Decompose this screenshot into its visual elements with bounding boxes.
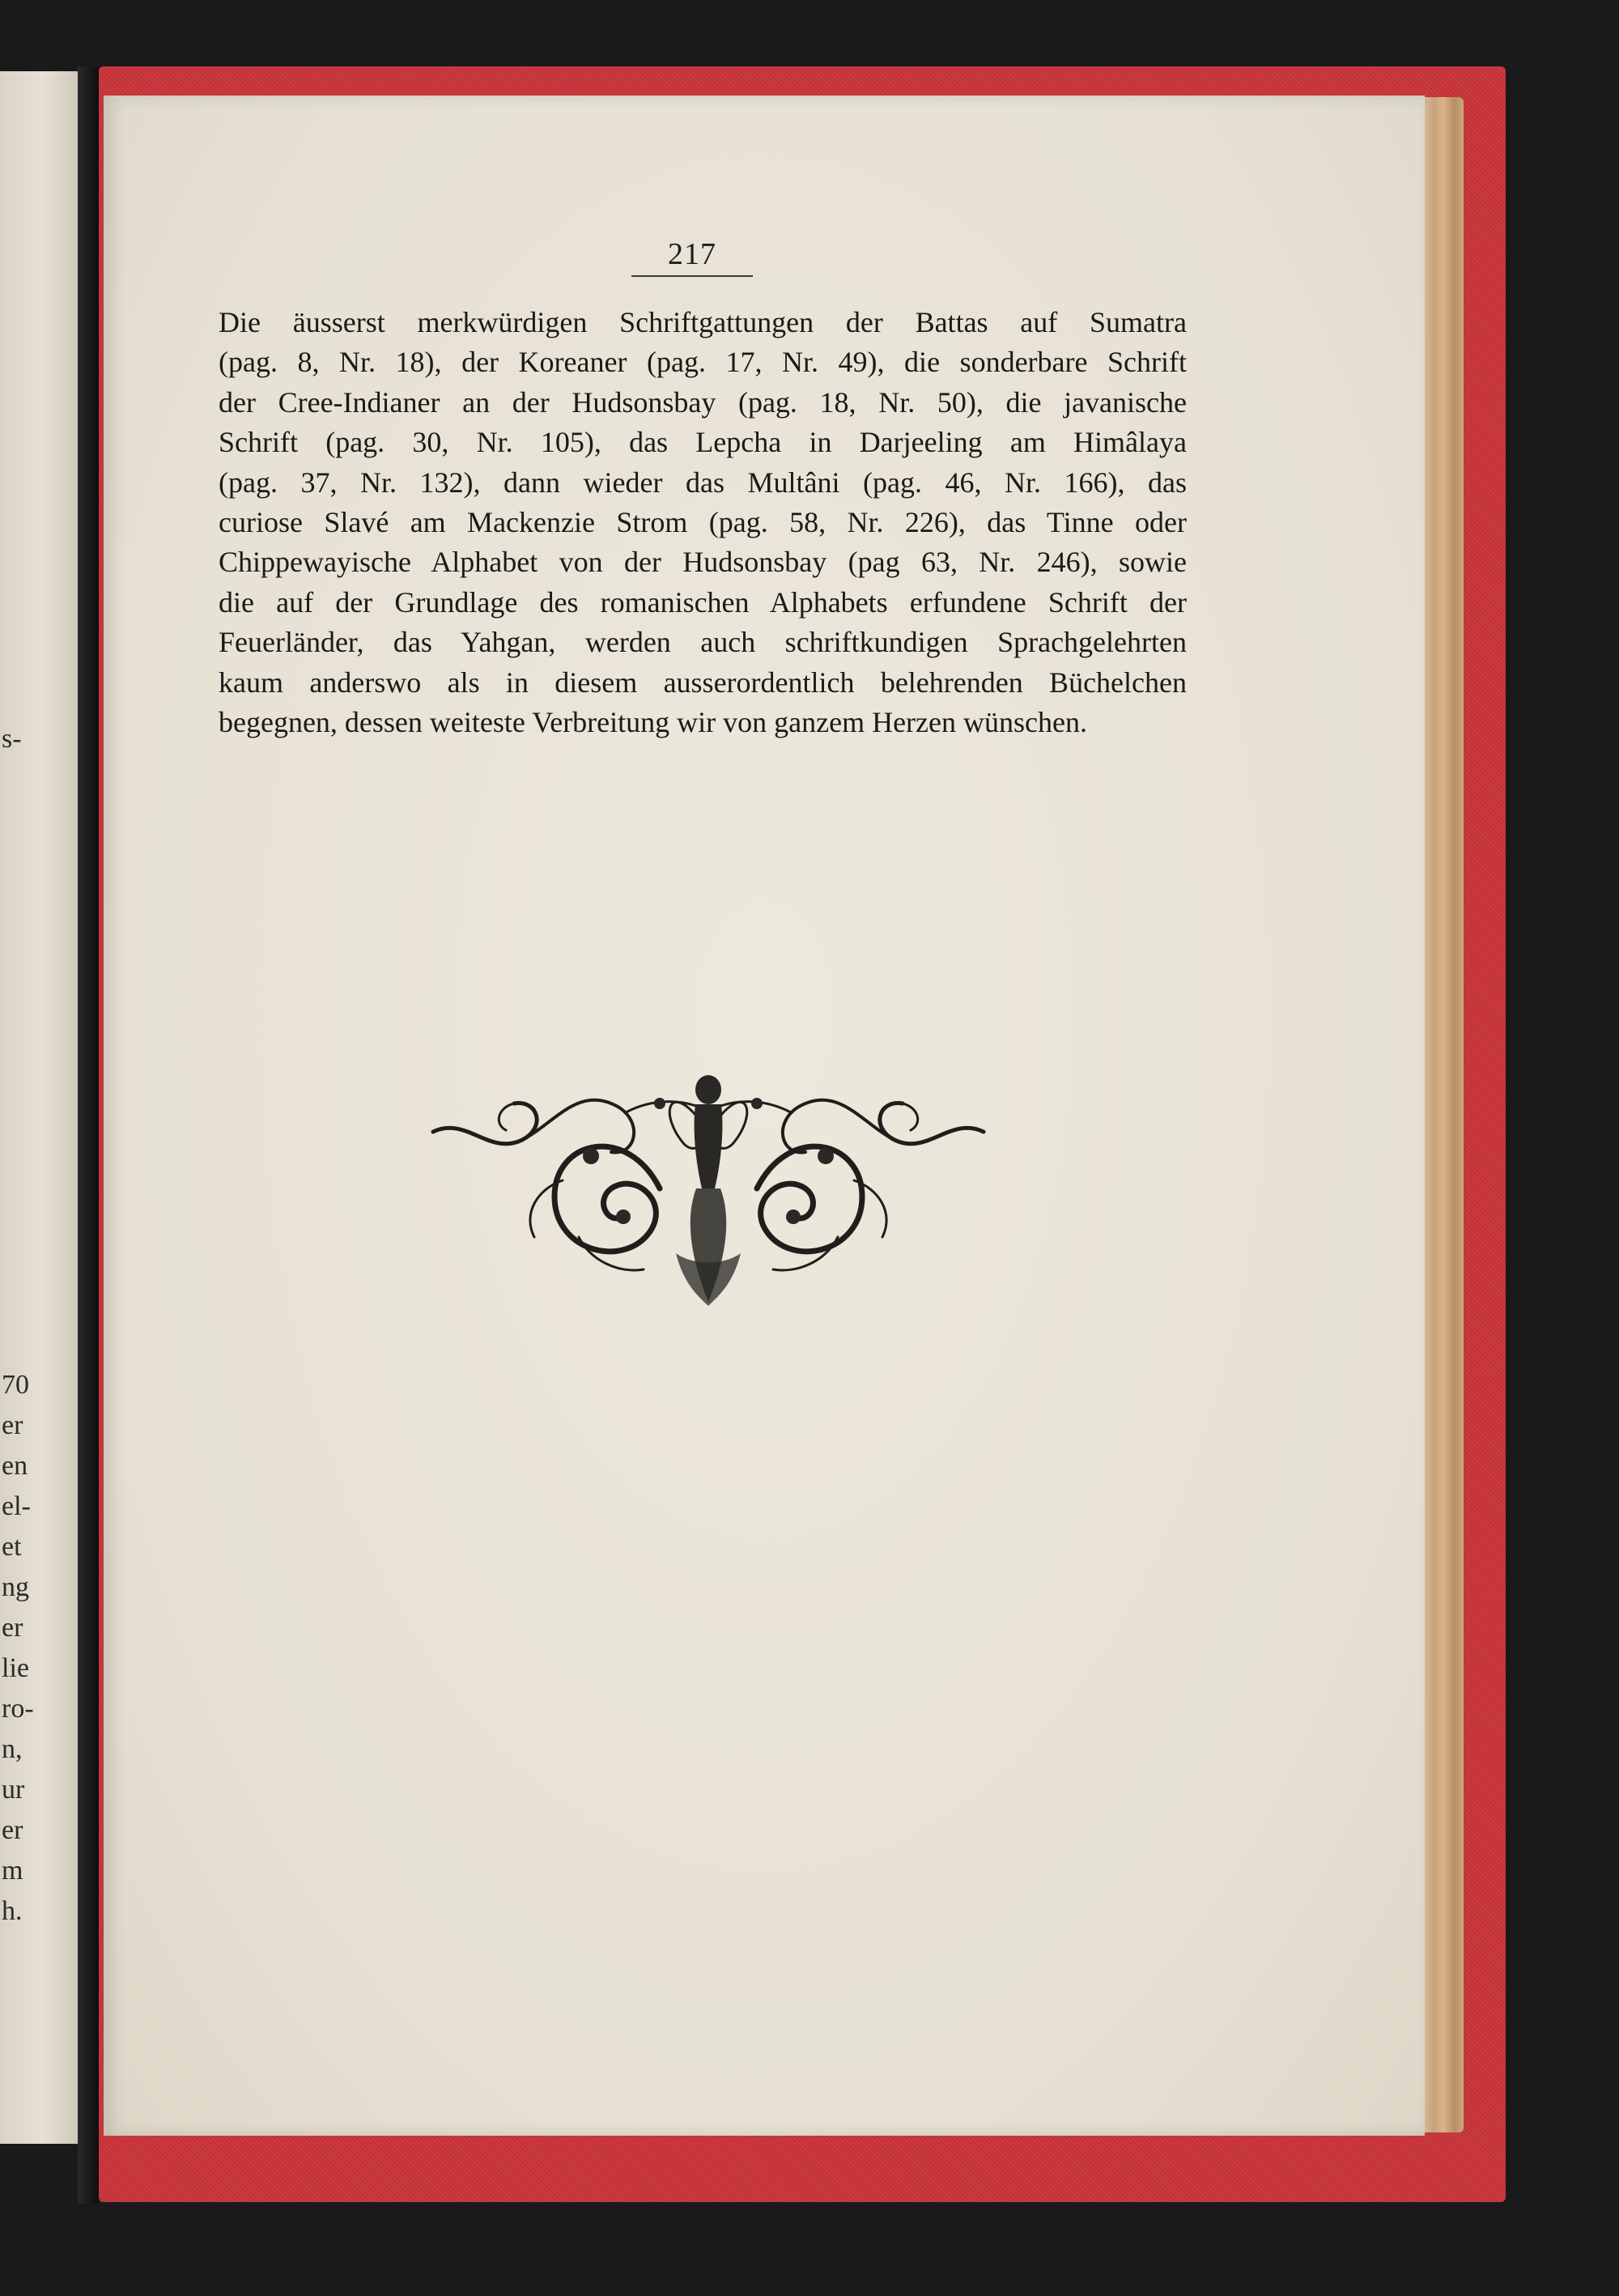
page-edges bbox=[1418, 97, 1464, 2132]
facing-page-fragment: el- bbox=[2, 1491, 31, 1521]
text-line: Chippewayische Alphabet von der Hudsonsbay (pag 63, Nr. 246), sowie bbox=[219, 546, 1187, 579]
facing-page bbox=[0, 71, 78, 2144]
facing-page-fragment: s- bbox=[2, 724, 22, 754]
text-line: (pag. 37, Nr. 132), dann wieder das Multâni (pag. 46, Nr. 166), das bbox=[219, 466, 1187, 499]
facing-page-fragment: m bbox=[2, 1856, 23, 1886]
facing-page-fragment: h. bbox=[2, 1896, 23, 1926]
facing-page-fragment: er bbox=[2, 1613, 23, 1643]
facing-page-fragment: ng bbox=[2, 1572, 29, 1602]
facing-page-fragment: en bbox=[2, 1451, 28, 1481]
decorative-vignette-ornament bbox=[417, 1067, 1000, 1310]
page-number-rule bbox=[631, 275, 753, 277]
book-gutter bbox=[78, 66, 99, 2204]
facing-page-fragment: n, bbox=[2, 1734, 23, 1764]
facing-page-fragment: ur bbox=[2, 1775, 25, 1805]
text-line: Feuerländer, das Yahgan, werden auch schriftkundigen Sprachgelehrten bbox=[219, 626, 1187, 659]
facing-page-fragment: er bbox=[2, 1815, 23, 1845]
facing-page-fragment: et bbox=[2, 1532, 22, 1562]
text-line: der Cree-Indianer an der Hudsonsbay (pag. 18, Nr. 50), die javanische bbox=[219, 385, 1187, 419]
text-line: curiose Slavé am Mackenzie Strom (pag. 58, Nr. 226), das Tinne oder bbox=[219, 505, 1187, 538]
text-line: Die äusserst merkwürdigen Schriftgattungen der Battas auf Sumatra bbox=[219, 306, 1187, 338]
text-line: begegnen, dessen weiteste Verbreitung wir von ganzem Herzen wünschen. bbox=[219, 705, 1087, 738]
facing-page-fragment: lie bbox=[2, 1653, 29, 1683]
text-line: (pag. 8, Nr. 18), der Koreaner (pag. 17, Nr. 49), die sonderbare Schrift bbox=[219, 346, 1187, 379]
body-paragraph bbox=[219, 303, 1187, 742]
facing-page-fragment: 70 bbox=[2, 1370, 29, 1400]
facing-page-fragment: er bbox=[2, 1410, 23, 1440]
text-line: Schrift (pag. 30, Nr. 105), das Lepcha in Darjeeling am Himâlaya bbox=[219, 426, 1187, 459]
text-line: kaum anderswo als in diesem ausserordentlich belehrenden Büchelchen bbox=[219, 665, 1187, 699]
facing-page-fragment: ro- bbox=[2, 1694, 34, 1724]
page-number: 217 bbox=[668, 237, 716, 271]
text-line: die auf der Grundlage des romanischen Alphabets erfundene Schrift der bbox=[219, 585, 1187, 619]
